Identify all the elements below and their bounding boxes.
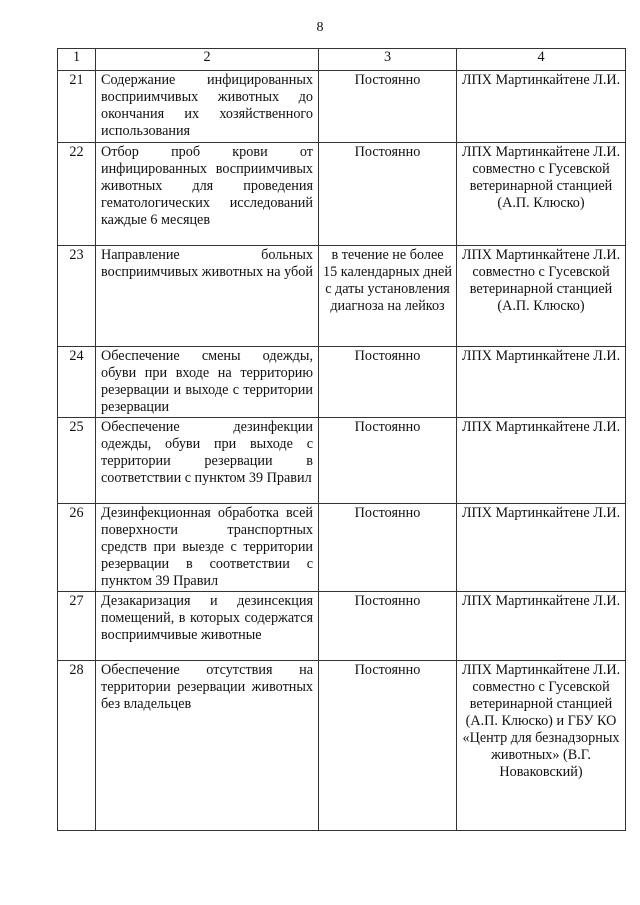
row-responsible: ЛПХ Мартинкайтене Л.И. xyxy=(457,504,626,592)
row-description: Направление больных восприимчивых животных на убой xyxy=(96,246,319,347)
row-number: 22 xyxy=(58,143,96,246)
row-number: 26 xyxy=(58,504,96,592)
row-number: 24 xyxy=(58,347,96,418)
row-responsible: ЛПХ Мартинкайтене Л.И. совместно с Гусевской ветеринарной станцией (А.П. Клюско) и ГБУ КО «Центр для безнадзорных животных» (В.Г. Новаковский) xyxy=(457,661,626,831)
row-number: 27 xyxy=(58,592,96,661)
row-term: Постоянно xyxy=(319,661,457,831)
row-description: Содержание инфицированных восприимчивых животных до окончания их хозяйственного использования xyxy=(96,71,319,143)
header-col-4: 4 xyxy=(457,49,626,71)
table-row xyxy=(58,246,626,347)
row-term: в течение не более 15 календарных дней с даты установления диагноза на лейкоз xyxy=(319,246,457,347)
row-description: Отбор проб крови от инфицированных восприимчивых животных для проведения гематологических исследований каждые 6 месяцев xyxy=(96,143,319,246)
row-description: Обеспечение отсутствия на территории резервации животных без владельцев xyxy=(96,661,319,831)
row-description: Дезакаризация и дезинсекция помещений, в которых содержатся восприимчивые животные xyxy=(96,592,319,661)
row-responsible: ЛПХ Мартинкайтене Л.И. xyxy=(457,418,626,504)
table-row xyxy=(58,504,626,592)
row-term: Постоянно xyxy=(319,504,457,592)
row-term: Постоянно xyxy=(319,347,457,418)
row-term: Постоянно xyxy=(319,71,457,143)
table-row xyxy=(58,661,626,831)
row-number: 28 xyxy=(58,661,96,831)
table-row xyxy=(58,592,626,661)
header-col-2: 2 xyxy=(96,49,319,71)
table-row xyxy=(58,143,626,246)
row-responsible: ЛПХ Мартинкайтене Л.И. совместно с Гусевской ветеринарной станцией (А.П. Клюско) xyxy=(457,143,626,246)
row-responsible: ЛПХ Мартинкайтене Л.И. xyxy=(457,592,626,661)
row-description: Обеспечение дезинфекции одежды, обуви при выходе с территории резервации в соответствии с пунктом 39 Правил xyxy=(96,418,319,504)
table-row xyxy=(58,71,626,143)
header-col-3: 3 xyxy=(319,49,457,71)
row-term: Постоянно xyxy=(319,592,457,661)
table-row xyxy=(58,347,626,418)
row-responsible: ЛПХ Мартинкайтене Л.И. совместно с Гусевской ветеринарной станцией (А.П. Клюско) xyxy=(457,246,626,347)
page-number: 8 xyxy=(316,20,324,35)
row-number: 21 xyxy=(58,71,96,143)
header-row xyxy=(58,49,626,71)
plan-table xyxy=(57,48,626,831)
header-col-1: 1 xyxy=(58,49,96,71)
row-responsible: ЛПХ Мартинкайтене Л.И. xyxy=(457,71,626,143)
row-responsible: ЛПХ Мартинкайтене Л.И. xyxy=(457,347,626,418)
row-number: 23 xyxy=(58,246,96,347)
row-description: Дезинфекционная обработка всей поверхности транспортных средств при выезде с территории резервации в соответствии с пунктом 39 Правил xyxy=(96,504,319,592)
table-row xyxy=(58,418,626,504)
row-number: 25 xyxy=(58,418,96,504)
row-description: Обеспечение смены одежды, обуви при входе на территорию резервации и выходе с территории резервации xyxy=(96,347,319,418)
row-term: Постоянно xyxy=(319,418,457,504)
row-term: Постоянно xyxy=(319,143,457,246)
